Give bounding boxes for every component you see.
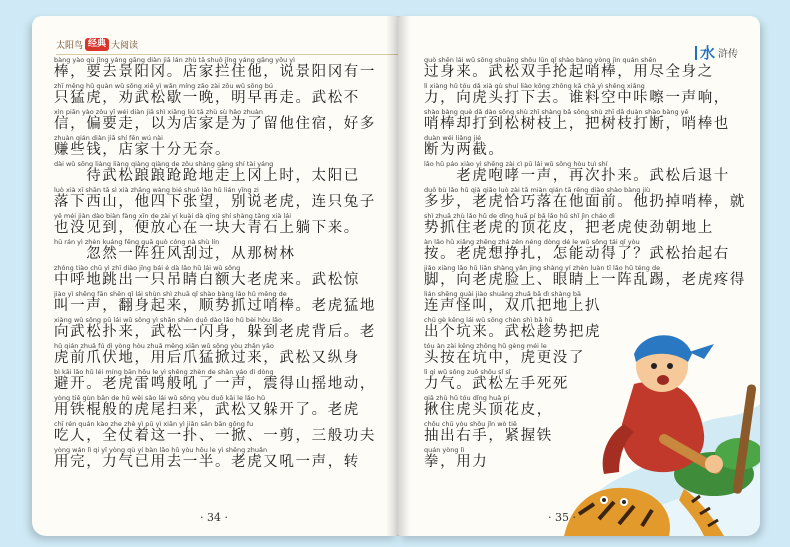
text-line	[54, 212, 390, 238]
pinyin-annotation: àn lǎo hǔ xiǎng zhēng zhá zěn néng dòng dé le wǔ sōng tái qǐ yòu	[424, 238, 640, 246]
text-line	[424, 290, 754, 316]
pinyin-annotation: jiào yì shēng fān shēn qǐ lái shùn shì zhuā qǐ shào bàng lǎo hǔ měng de	[54, 290, 287, 298]
text-line	[54, 264, 390, 290]
right-page	[398, 16, 760, 536]
chinese-text: 吃人，全仗着这一扑、一掀、一剪，三般功夫	[54, 428, 376, 444]
pinyin-annotation: shì zhuā zhù lǎo hǔ de dǐng huā pí bǎ lǎo hǔ shǐ jìn cháo dì	[424, 212, 615, 220]
text-line	[54, 394, 390, 420]
left-page-text	[54, 56, 390, 472]
series-suffix: 大阅读	[111, 41, 139, 51]
pinyin-annotation: qiā zhù hǔ tóu dǐng huā pí	[424, 394, 510, 402]
text-line	[424, 108, 754, 134]
text-line	[424, 212, 754, 238]
pinyin-annotation: hū rán yì zhèn kuáng fēng guā guò cóng nà shù lín	[54, 238, 220, 246]
text-line	[54, 56, 390, 82]
pinyin-annotation: chōu chū yòu shǒu jǐn wò tiě	[424, 420, 517, 428]
chinese-text: 待武松踉踉跄跄地走上冈上时，太阳已	[54, 168, 360, 184]
pinyin-annotation: shào bàng què dǎ dào sōng shù zhī shàng bǎ sōng shù zhī dǎ duàn shào bàng yě	[424, 108, 689, 116]
chinese-text: 棒，要去景阳冈。店家拦住他，说景阳冈有一	[54, 64, 376, 80]
text-line	[54, 342, 390, 368]
pinyin-annotation: zhōng tiào chū yì zhī diào jīng bái é dà lǎo hǔ lái wǔ sōng	[54, 264, 241, 272]
chinese-text: 信，偏要走，以为店家是为了留他住宿，好多	[54, 116, 376, 132]
series-prefix: 太阳鸟	[56, 41, 84, 51]
pinyin-annotation: lǎo hǔ páo xiào yì shēng zài cì pū lái wǔ sōng hòu tuì shí	[424, 160, 608, 168]
text-line	[54, 238, 390, 264]
header-rule	[56, 54, 398, 55]
pinyin-annotation: yòng wán lì qi yǐ yòng qù yí bàn lǎo hǔ yòu hǒu le yì shēng zhuǎn	[54, 446, 268, 454]
left-page	[32, 16, 398, 536]
wusong-tiger-illustration	[564, 314, 760, 536]
text-line	[424, 134, 754, 160]
chinese-text: 避开。老虎雷鸣般吼了一声，震得山摇地动，	[54, 376, 376, 392]
chinese-text: 抽出右手，紧握铁	[424, 428, 553, 444]
chinese-text: 力，向虎头打下去。谁料空中咔嚓一声响，	[424, 90, 730, 106]
text-line	[424, 82, 754, 108]
chinese-text: 力气。武松左手死死	[424, 376, 569, 392]
chapter-suffix: 浒传	[718, 49, 738, 60]
text-line	[424, 186, 754, 212]
pinyin-annotation: guò shēn lái wǔ sōng shuāng shǒu lūn qǐ shào bàng yòng jìn quán shēn	[424, 56, 657, 64]
chinese-text: 势抓住老虎的顶花皮，把老虎使劲朝地上	[424, 220, 714, 236]
pinyin-annotation: duō bù lǎo hǔ qià qiǎo luò zài tā miàn qián tā rēng diào shào bàng jiù	[424, 186, 651, 194]
text-line	[54, 446, 390, 472]
chinese-text: 落下西山，他四下张望，别说老虎，连只兔子	[54, 194, 376, 210]
chinese-text: 用完，力气已用去一半。老虎又吼一声，转	[54, 454, 360, 470]
chinese-text: 断为两截。	[424, 142, 505, 158]
pinyin-annotation: dài wǔ sōng liàng liàng qiàng qiàng de zǒu shàng gāng shí tài yáng	[54, 160, 274, 168]
chinese-text: 也没见到，便放心在一块大青石上躺下来。	[54, 220, 360, 236]
pinyin-annotation: lián shēng guài jiào shuāng zhuǎ bǎ dì shàng bā	[424, 290, 582, 298]
pinyin-annotation: luò xià xī shān tā sì xià zhāng wàng bié shuō lǎo hǔ lián yǐng zi	[54, 186, 259, 194]
text-line	[54, 290, 390, 316]
series-logo	[56, 38, 138, 51]
chinese-text: 过身来。武松双手抡起哨棒，用尽全身之	[424, 64, 714, 80]
chinese-text: 脚，向老虎脸上、眼睛上一阵乱踢，老虎疼得	[424, 272, 746, 288]
chinese-text: 用铁棍般的虎尾扫来，武松又躲开了。老虎	[54, 402, 360, 418]
chinese-text: 忽然一阵狂风刮过，从那树林	[54, 246, 296, 262]
text-line	[424, 56, 754, 82]
text-line	[54, 186, 390, 212]
pinyin-annotation: bàng yào qù jǐng yáng gāng diàn jiā lán zhù tā shuō jǐng yáng gāng yǒu yì	[54, 56, 295, 64]
pinyin-annotation: duàn wéi liǎng jié	[424, 134, 482, 142]
chinese-text: 多步，老虎恰巧落在他面前。他扔掉哨棒，就	[424, 194, 746, 210]
text-line	[424, 264, 754, 290]
chinese-text: 头按在坑中，虎更没了	[424, 350, 585, 366]
text-line	[54, 316, 390, 342]
pinyin-annotation: hǔ qián zhuǎ fú dì yòng hòu zhuǎ měng xiān wǔ sōng yòu zhǎn yāo	[54, 342, 274, 350]
text-line	[54, 368, 390, 394]
pinyin-annotation: lì qi wǔ sōng zuǒ shǒu sǐ sǐ	[424, 368, 511, 376]
pinyin-annotation: lì xiàng hǔ tóu dǎ xià qù shuí liào kōng zhōng kā chā yì shēng xiǎng	[424, 82, 645, 90]
chapter-prefix: 水	[699, 44, 715, 62]
pinyin-annotation: zhuàn qián diàn jiā shí fēn wú nài	[54, 134, 163, 142]
text-line	[424, 238, 754, 264]
pinyin-annotation: chī rén quán kào zhe zhè yì pū yì xiān yì jiǎn sān bān gōng fu	[54, 420, 254, 428]
pinyin-annotation: tóu àn zài kēng zhōng hǔ gèng méi le	[424, 342, 547, 350]
chinese-text: 老虎咆哮一声，再次扑来。武松后退十	[424, 168, 730, 184]
chinese-text: 向武松扑来，武松一闪身，躲到老虎背后。老	[54, 324, 376, 340]
text-line	[54, 134, 390, 160]
pinyin-annotation: xìn piān yào zǒu yǐ wéi diàn jiā shì xiǎng liú tā zhù sù hǎo zhuàn	[54, 108, 263, 116]
text-line	[54, 82, 390, 108]
text-line	[54, 420, 390, 446]
pinyin-annotation: quán yòng lì	[424, 446, 465, 454]
chinese-text: 只猛虎，劝武松歇一晚，明早再走。武松不	[54, 90, 360, 106]
chinese-text: 拳，用力	[424, 454, 489, 470]
chinese-text: 连声怪叫，双爪把地上扒	[424, 298, 602, 314]
left-page-number: · 34 ·	[200, 511, 228, 524]
chinese-text: 赚些钱，店家十分无奈。	[54, 142, 232, 158]
pinyin-annotation: zhī měng hǔ quàn wǔ sōng xiē yì wǎn míng zǎo zài zǒu wǔ sōng bú	[54, 82, 274, 90]
pinyin-annotation: bì kāi lǎo hǔ léi míng bān hǒu le yì shēng zhèn de shān yáo dì dòng	[54, 368, 274, 376]
pinyin-annotation: yě méi jiàn dào biàn fàng xīn de zài yí kuài dà qīng shí shàng tǎng xià lái	[54, 212, 292, 220]
text-line	[424, 160, 754, 186]
pinyin-annotation: jiǎo xiàng lǎo hǔ liǎn shàng yǎn jing shàng yí zhèn luàn tī lǎo hǔ téng de	[424, 264, 661, 272]
right-page-number: · 35 ·	[548, 511, 576, 524]
pinyin-annotation: chū gè kēng lái wǔ sōng chèn shì bǎ hǔ	[424, 316, 553, 324]
pinyin-annotation: yòng tiě gùn bān de hǔ wěi sǎo lái wǔ sōng yòu duǒ kāi le lǎo hǔ	[54, 394, 266, 402]
chinese-text: 出个坑来。武松趁势把虎	[424, 324, 602, 340]
chinese-text: 揪住虎头顶花皮，	[424, 402, 553, 418]
text-line	[54, 160, 390, 186]
series-badge: 经典	[85, 38, 109, 51]
pinyin-annotation: xiàng wǔ sōng pū lái wǔ sōng yì shǎn shēn duǒ dào lǎo hǔ bèi hòu lǎo	[54, 316, 282, 324]
chinese-text: 中呼地跳出一只吊睛白额大老虎来。武松惊	[54, 272, 360, 288]
text-line	[54, 108, 390, 134]
chinese-text: 虎前爪伏地，用后爪猛掀过来，武松又纵身	[54, 350, 360, 366]
chinese-text: 叫一声，翻身起来，顺势抓过哨棒。老虎猛地	[54, 298, 376, 314]
chinese-text: 按。老虎想挣扎，怎能动得了？武松抬起右	[424, 246, 730, 262]
chinese-text: 哨棒却打到松树枝上，把树枝打断，哨棒也	[424, 116, 730, 132]
